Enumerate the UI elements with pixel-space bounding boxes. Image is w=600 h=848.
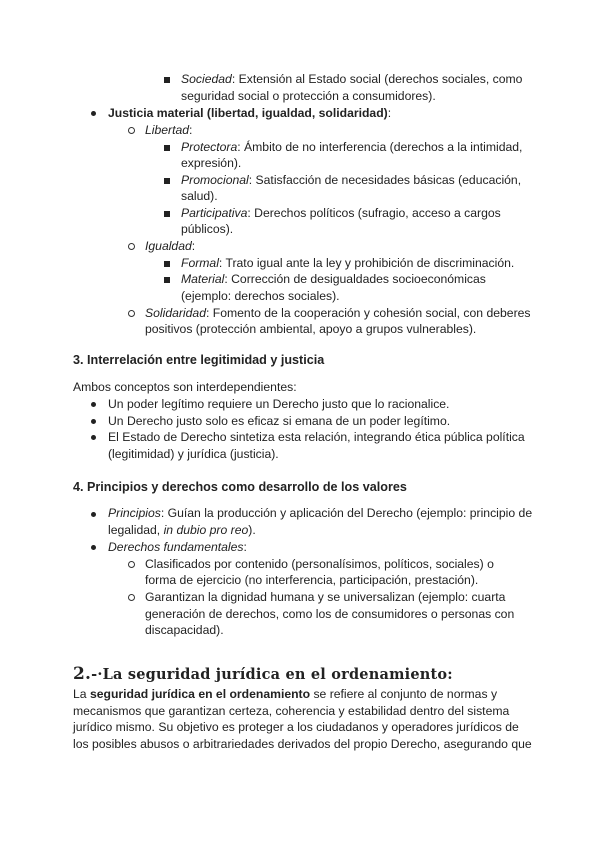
text: : Ámbito de no interferencia (derechos a la intimidad, (237, 140, 523, 154)
list-item: Garantizan la dignidad humana y se universalizan (ejemplo: cuarta (145, 590, 506, 604)
section-3-heading: 3. Interrelación entre legitimidad y justicia (73, 353, 325, 367)
text: : (243, 540, 247, 554)
term: in dubio pro reo (163, 523, 249, 537)
heading-number: 2. (73, 664, 92, 684)
list-item-protectora-cont: expresión). (181, 156, 242, 170)
circle-bullet-icon (128, 561, 135, 568)
term: Sociedad (181, 72, 232, 86)
list-item: Clasificados por contenido (personalísimos, políticos, sociales) o (145, 557, 494, 571)
circle-bullet-icon (128, 243, 135, 250)
list-item-cont: discapacidad). (145, 623, 224, 637)
list-item-principios-cont (108, 522, 256, 538)
list-item-justicia (108, 105, 391, 121)
term: Formal (181, 256, 219, 270)
text: : (189, 123, 193, 137)
text: : (387, 106, 392, 120)
list-item-solidaridad-cont: positivos (protección ambiental, apoyo a grupos vulnerables). (145, 322, 477, 336)
circle-bullet-icon (128, 310, 135, 317)
section-4-heading: 4. Principios y derechos como desarrollo de los valores (73, 480, 407, 494)
round-bullet-icon (91, 419, 96, 424)
text: : Corrección de desigualdades socioeconómicas (224, 272, 486, 286)
list-item-participativa (181, 205, 501, 221)
text: La (73, 687, 90, 701)
list-item-material-cont: (ejemplo: derechos sociales). (181, 289, 340, 303)
term: seguridad jurídica en el ordenamiento (89, 687, 311, 701)
term: Libertad (145, 123, 190, 137)
list-item-sociedad (181, 71, 522, 87)
paragraph-line: mecanismos que garantizan certeza, coherencia y estabilidad dentro del sistema (73, 704, 510, 718)
list-item-promocional-cont: salud). (181, 189, 218, 203)
text: : Derechos políticos (sufragio, acceso a cargos (247, 206, 501, 220)
list-item-participativa-cont: públicos). (181, 222, 234, 236)
term: Igualdad (145, 239, 192, 253)
text: : Satisfacción de necesidades básicas (educación, (248, 173, 522, 187)
section-2-heading (73, 664, 453, 685)
list-item-protectora (181, 139, 522, 155)
heading-text: -·La seguridad jurídica en el ordenamiento: (91, 666, 453, 683)
paragraph-line: los posibles abusos o arbitrariedades derivados del propio Derecho, asegurando que (73, 737, 532, 751)
term: Promocional (181, 173, 249, 187)
text: se refiere al conjunto de normas y (310, 687, 498, 701)
list-item-formal (181, 255, 514, 271)
round-bullet-icon (91, 402, 96, 407)
round-bullet-icon (91, 435, 96, 440)
list-item-igualdad (145, 238, 195, 254)
square-bullet-icon (164, 211, 170, 217)
paragraph-line: jurídico mismo. Su objetivo es proteger a los ciudadanos y operadores jurídicos de (73, 720, 519, 734)
text: legalidad, (108, 523, 164, 537)
square-bullet-icon (164, 261, 170, 267)
list-item-derechos (108, 539, 247, 555)
circle-bullet-icon (128, 127, 135, 134)
list-item-cont: generación de derechos, como los de consumidores o personas con (145, 607, 515, 621)
round-bullet-icon (91, 111, 96, 116)
list-item-promocional (181, 172, 521, 188)
term: Solidaridad (145, 306, 206, 320)
text: : Fomento de la cooperación y cohesión social, con deberes (205, 306, 531, 320)
list-item-principios (108, 505, 532, 521)
list-item-cont: forma de ejercicio (no interferencia, participación, prestación). (145, 573, 479, 587)
square-bullet-icon (164, 145, 170, 151)
list-item: El Estado de Derecho sintetiza esta relación, integrando ética pública política (108, 430, 525, 444)
text: : (191, 239, 196, 253)
square-bullet-icon (164, 277, 170, 283)
square-bullet-icon (164, 178, 170, 184)
list-item-libertad (145, 122, 192, 138)
term: Material (181, 272, 225, 286)
list-item-material (181, 271, 486, 287)
paragraph-line (73, 686, 497, 702)
circle-bullet-icon (128, 594, 135, 601)
text: : Trato igual ante la ley y prohibición de discriminación. (218, 256, 515, 270)
round-bullet-icon (91, 545, 96, 550)
term: Protectora (181, 140, 238, 154)
text: ). (248, 523, 256, 537)
list-item-sociedad-cont: seguridad social o protección a consumidores). (181, 89, 436, 103)
text: : Guían la producción y aplicación del Derecho (ejemplo: principio de (160, 506, 533, 520)
term: Participativa (181, 206, 248, 220)
text: : Extensión al Estado social (derechos sociales, como (231, 72, 523, 86)
list-item: Un poder legítimo requiere un Derecho justo que lo racionalice. (108, 397, 450, 411)
list-item-cont: (legitimidad) y jurídica (justicia). (108, 447, 279, 461)
term: Principios (108, 506, 161, 520)
term: Derechos fundamentales (108, 540, 244, 554)
list-item-solidaridad (145, 305, 531, 321)
list-item: Un Derecho justo solo es eficaz si emana de un poder legítimo. (108, 414, 451, 428)
term: Justicia material (libertad, igualdad, solidaridad) (108, 106, 388, 120)
square-bullet-icon (164, 77, 170, 83)
round-bullet-icon (91, 512, 96, 517)
section-3-intro: Ambos conceptos son interdependientes: (73, 380, 297, 394)
